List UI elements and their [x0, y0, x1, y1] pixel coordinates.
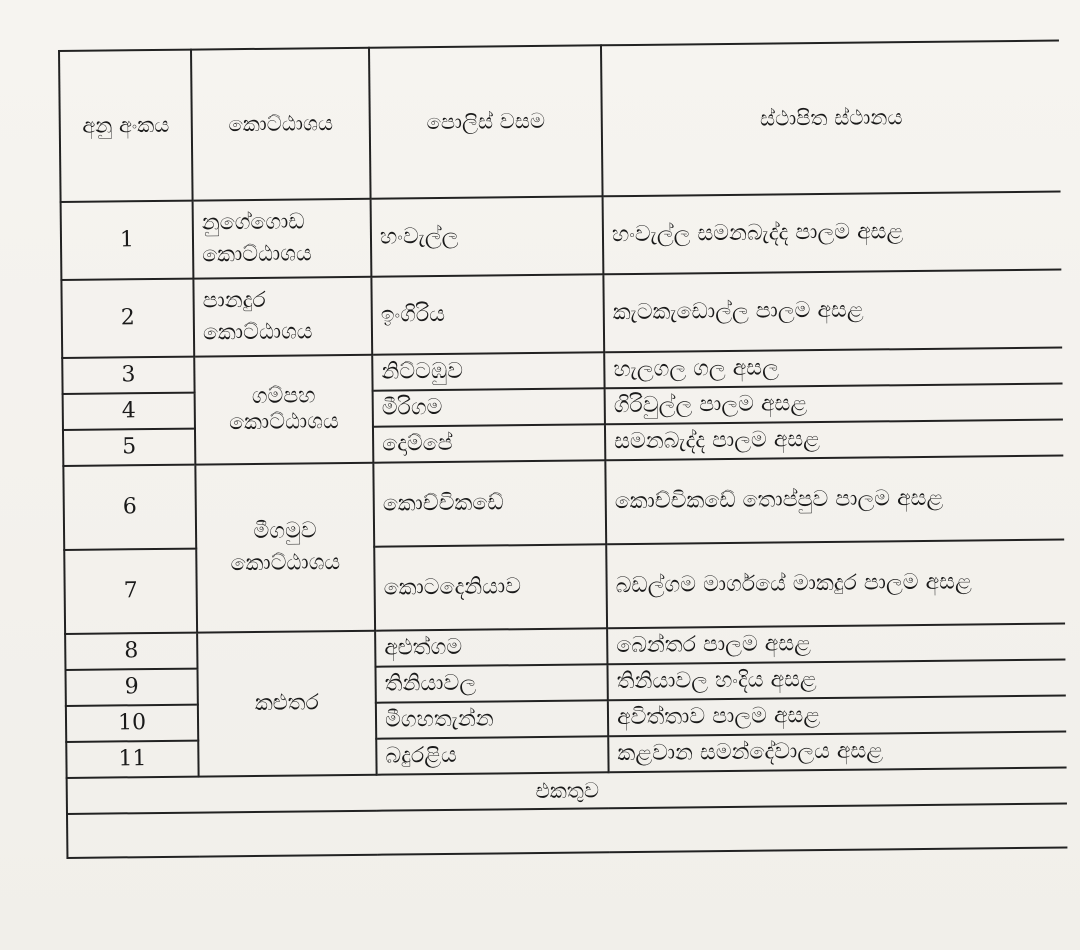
row-number: 6 — [63, 465, 196, 550]
row-number: 10 — [66, 705, 198, 742]
station-cell: ඉංගිරිය — [371, 274, 604, 354]
row-number: 4 — [63, 393, 195, 430]
station-cell: හංවැල්ල — [371, 196, 604, 276]
row-number: 2 — [61, 279, 194, 358]
place-cell: කොච්චිකඩේ තොප්පුව පාලම අසළ — [605, 455, 1064, 544]
station-cell: තිනියාවල — [375, 664, 607, 702]
station-cell: බදුරළිය — [376, 736, 608, 774]
place-cell: කළවාන සමන්දේවාලය අසළ — [608, 731, 1066, 772]
row-number: 11 — [66, 741, 198, 778]
row-number: 7 — [64, 549, 197, 634]
station-cell: දොම්පේ — [373, 424, 605, 462]
table-row — [61, 270, 1062, 358]
header-row — [59, 41, 1061, 202]
row-number: 3 — [62, 357, 194, 394]
division-cell: පානදුර කොට්ඨාශය — [193, 277, 372, 357]
row-number: 8 — [65, 633, 197, 670]
place-cell: තිනියාවල හංදිය අසළ — [607, 659, 1065, 700]
table-row — [61, 192, 1062, 280]
place-cell: කැටකැඩොල්ල පාලම අසළ — [603, 270, 1062, 353]
station-cell: කොටදෙනියාව — [374, 544, 607, 630]
row-number: 5 — [63, 429, 195, 466]
place-cell: හංවැල්ල සමනබැද්ද පාලම අසළ — [603, 192, 1062, 275]
header-no: අනු අංකය — [59, 50, 193, 202]
blank-row — [67, 804, 1067, 858]
place-cell: බෙන්තර පාලම අසළ — [607, 623, 1065, 664]
row-number: 1 — [61, 201, 194, 280]
station-cell: නිට්ටඹුව — [372, 352, 604, 390]
division-cell: නුගේගොඩ කොට්ඨාශය — [193, 199, 372, 279]
place-cell: සමනබැද්ද පාලම අසළ — [605, 419, 1063, 460]
header-division: කොට්ඨාශය — [191, 48, 371, 201]
header-place: ස්ථාපිත ස්ථානය — [601, 41, 1061, 197]
division-cell: මීගමුව කොට්ඨාශය — [195, 463, 375, 633]
total-label: එකතුව — [67, 767, 1067, 814]
station-cell: කොච්චිකඩේ — [373, 460, 606, 546]
place-cell: ගිරිවුල්ල පාලම අසළ — [605, 383, 1063, 424]
division-cell: කළුතර — [197, 631, 376, 777]
header-station: පොලිස් වසම — [369, 45, 603, 198]
division-cell: ගම්පහ කොට්ඨාශය — [194, 355, 373, 465]
station-cell: මීරිගම — [373, 388, 605, 426]
place-cell: හැලගල ගල අසල — [604, 348, 1062, 389]
table-row — [63, 455, 1064, 549]
police-stations-table — [58, 40, 1067, 860]
place-cell: බඩල්ගම මාර්ගයේ මාකදුර පාලම අසළ — [606, 539, 1065, 628]
station-cell: මීගහතැන්න — [376, 700, 608, 738]
row-number: 9 — [65, 669, 197, 706]
place-cell: අවිත්තාව පාලම අසළ — [608, 695, 1066, 736]
station-cell: අළුත්ගම — [375, 628, 607, 666]
blank-cell — [67, 804, 1067, 858]
